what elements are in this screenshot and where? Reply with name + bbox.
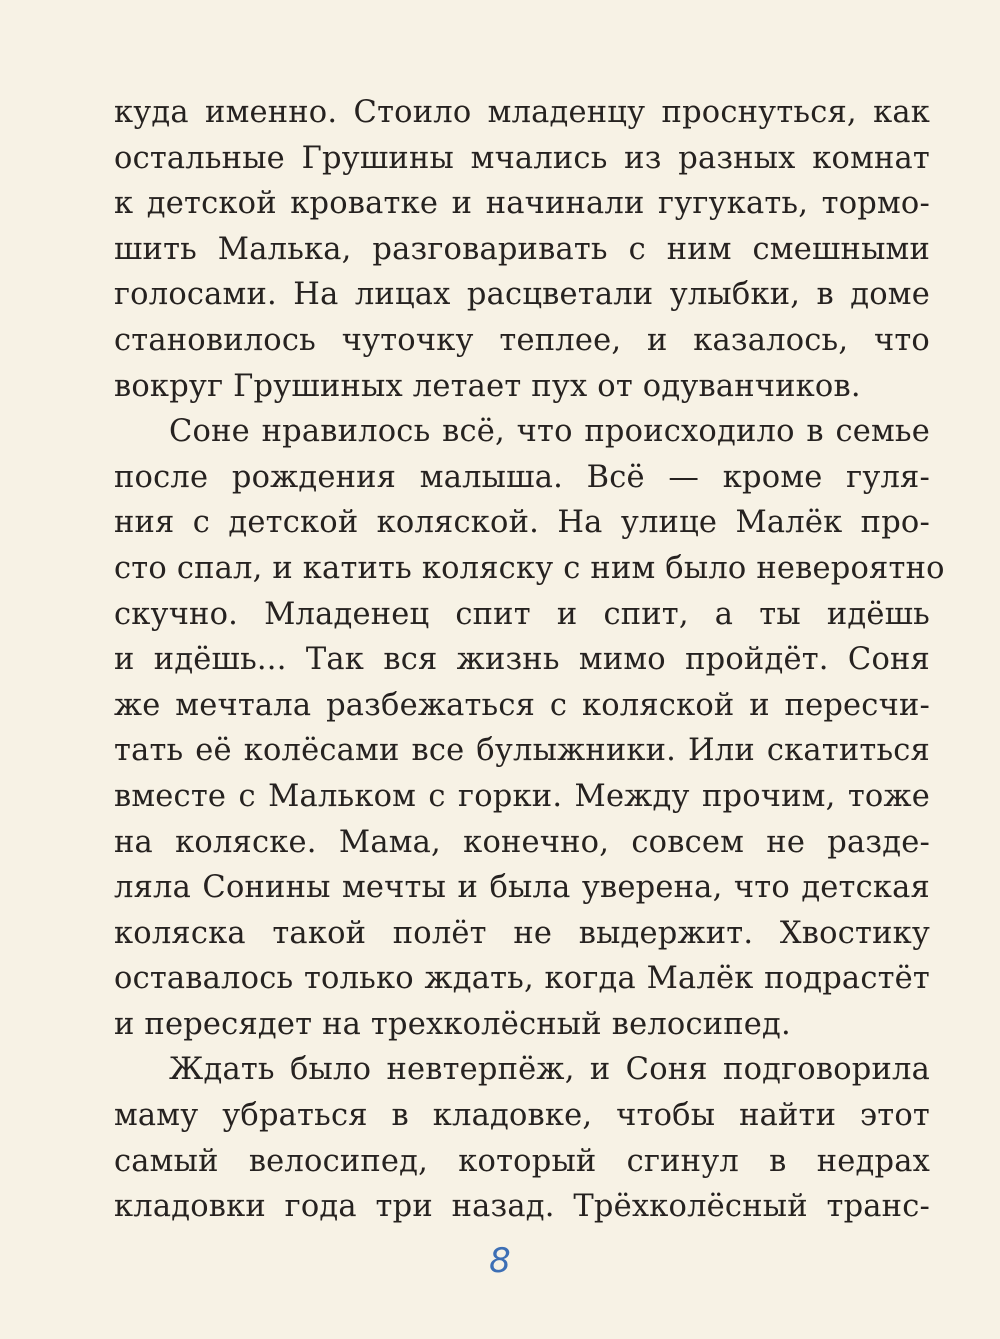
text-line: маму убраться в кладовке, чтобы найти этот — [114, 1098, 930, 1134]
text-line: голосами. На лицах расцветали улыбки, в доме — [114, 277, 930, 313]
text-line: тать её колёсами все булыжники. Или скатиться — [114, 733, 930, 769]
text-line: сто спал, и катить коляску с ним было невероятно — [114, 550, 945, 586]
text-line: самый велосипед, который сгинул в недрах — [114, 1143, 930, 1179]
page-number: 8 — [489, 1241, 511, 1281]
text-line: Соне нравилось всё, что происходило в семье — [169, 414, 930, 450]
text-line: становилось чуточку теплее, и казалось, что — [114, 322, 930, 358]
text-line: на коляске. Мама, конечно, совсем не разде- — [114, 824, 930, 860]
text-line: вместе с Мальком с горки. Между прочим, тоже — [114, 778, 930, 814]
text-line: скучно. Младенец спит и спит, а ты идёшь — [114, 596, 930, 632]
text-line: и пересядет на трехколёсный велосипед. — [114, 1006, 791, 1042]
text-line: ния с детской коляской. На улице Малёк про- — [114, 505, 930, 541]
text-line: же мечтала разбежаться с коляской и пересчи- — [114, 687, 930, 723]
text-line: ляла Сонины мечты и была уверена, что детская — [114, 870, 930, 906]
text-line: оставалось только ждать, когда Малёк подрастёт — [114, 961, 930, 997]
text-line: вокруг Грушиных летает пух от одуванчиков. — [114, 368, 861, 404]
text-line: к детской кроватке и начинали гугукать, тормо- — [114, 186, 930, 222]
text-line: Ждать было невтерпёж, и Соня подговорила — [169, 1052, 930, 1088]
text-line: кладовки года три назад. Трёхколёсный транс- — [114, 1189, 930, 1225]
text-line: коляска такой полёт не выдержит. Хвостику — [114, 915, 930, 951]
text-line: и идёшь... Так вся жизнь мимо пройдёт. Соня — [114, 642, 930, 678]
text-line: после рождения малыша. Всё — кроме гуля- — [114, 459, 930, 495]
body-text — [114, 90, 945, 1230]
text-line: остальные Грушины мчались из разных комнат — [114, 140, 930, 176]
text-line: куда именно. Стоило младенцу проснуться, как — [114, 95, 930, 130]
text-line: шить Малька, разговаривать с ним смешными — [114, 231, 930, 267]
